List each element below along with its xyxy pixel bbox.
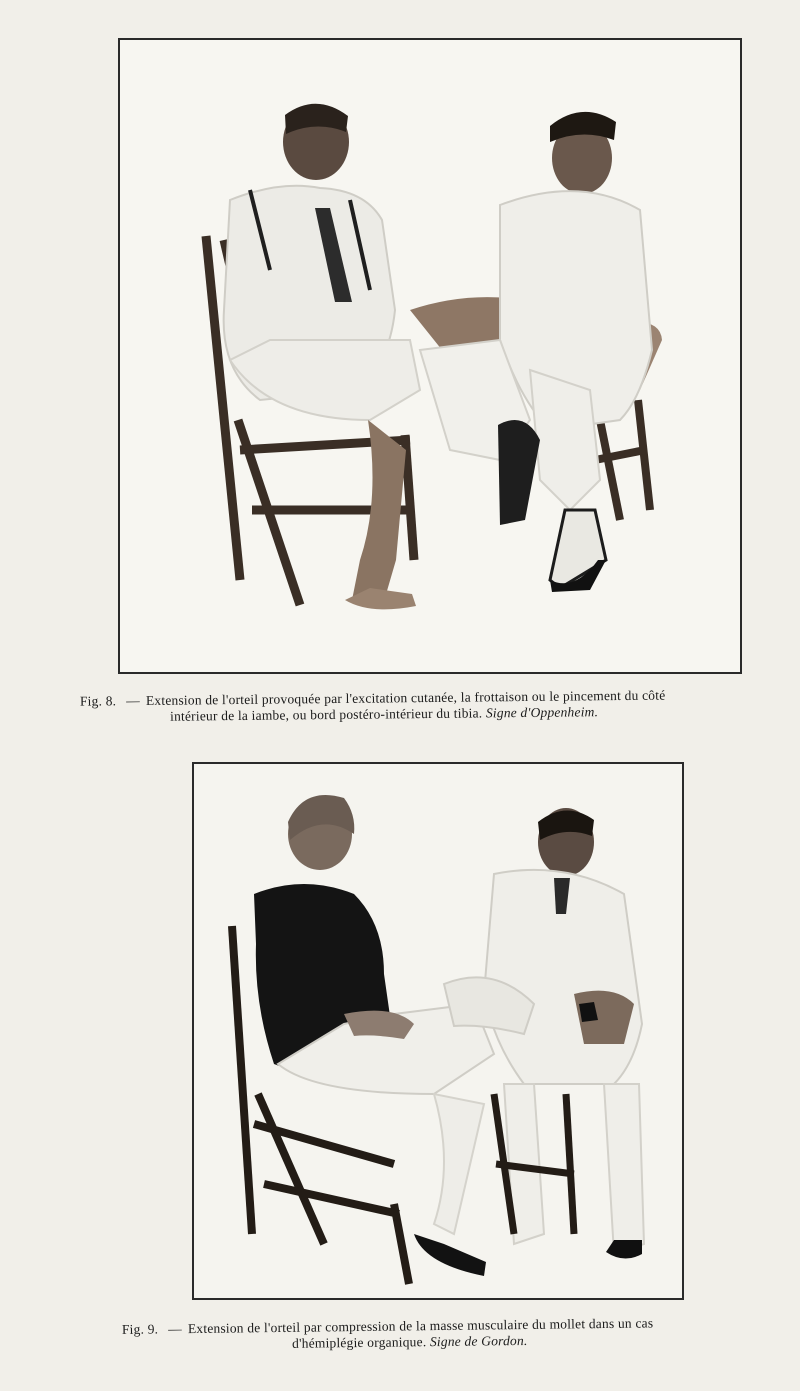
figure-9-dash: — [168,1321,183,1337]
figure-8-caption-text-2: intérieur de la iambe, ou bord postéro-intérieur du tibia. [170,705,483,724]
figure-8-dash: — [126,693,141,709]
figure-8-illustration [120,40,740,672]
figure-9-sign: Signe de Gordon. [429,1332,528,1350]
figure-9-caption-text-2: d'hémiplégie organique. [292,1334,427,1351]
figure-8-caption-text-1: Extension de l'orteil provoquée par l'excitation cutanée, la frottaison ou le pincement du côté [145,687,666,708]
figure-9-photograph [192,762,684,1300]
figure-8-sign: Signe d'Oppenheim. [485,704,599,721]
figure-9-label: Fig. 9. [121,1321,159,1337]
figure-8-label: Fig. 8. [79,693,117,709]
figure-8-photograph [118,38,742,674]
figure-8-caption [80,686,780,725]
figure-9-illustration [194,764,682,1298]
figure-9-caption-text-1: Extension de l'orteil par compression de la masse musculaire du mollet dans un cas [187,1315,654,1337]
figure-9-caption [122,1314,762,1354]
